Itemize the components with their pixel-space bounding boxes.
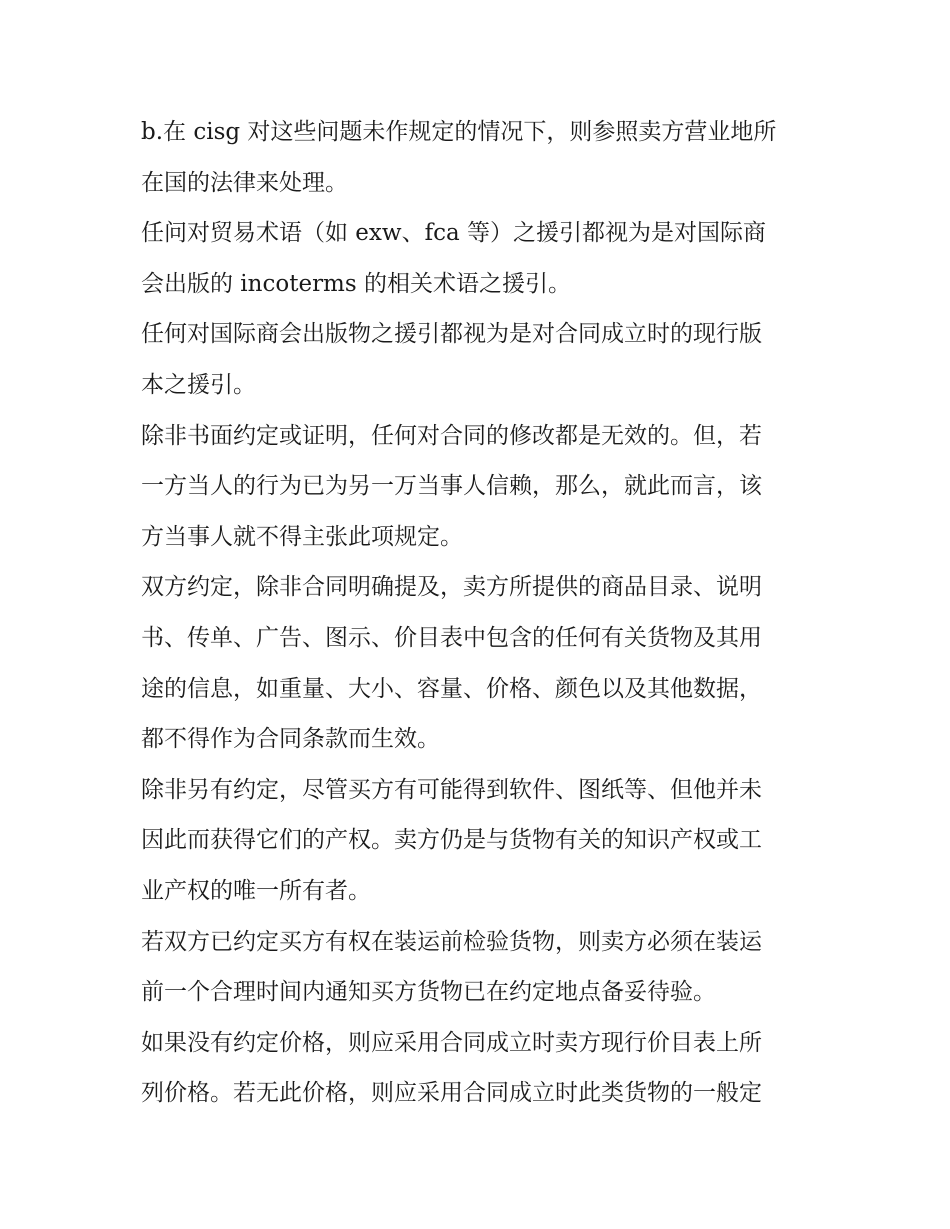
paragraph-modifications bbox=[141, 411, 821, 563]
text-line: 本之援引。 bbox=[141, 371, 256, 398]
text-line: 除非书面约定或证明，任何对合同的修改都是无效的。但，若 bbox=[141, 422, 762, 449]
text-line: 书、传单、广告、图示、价目表中包含的任何有关货物及其用 bbox=[141, 624, 762, 651]
paragraph-governing-law bbox=[141, 107, 821, 208]
text-line: 一方当人的行为已为另一万当事人信赖，那么，就此而言，该 bbox=[141, 473, 762, 500]
paragraph-price bbox=[141, 1018, 821, 1119]
text-line: 都不得作为合同条款而生效。 bbox=[141, 726, 440, 753]
text-line: 前一个合理时间内通知买方货物已在约定地点备妥待验。 bbox=[141, 979, 716, 1006]
document-body bbox=[141, 107, 821, 1119]
text-line: 因此而获得它们的产权。卖方仍是与货物有关的知识产权或工 bbox=[141, 827, 762, 854]
paragraph-product-information bbox=[141, 562, 821, 764]
text-line: 任何对国际商会出版物之援引都视为是对合同成立时的现行版 bbox=[141, 321, 762, 348]
paragraph-inspection bbox=[141, 917, 821, 1018]
paragraph-icc-publications bbox=[141, 309, 821, 410]
text-line: 双方约定，除非合同明确提及，卖方所提供的商品目录、说明 bbox=[141, 574, 762, 601]
text-line: 会出版的 incoterms 的相关术语之援引。 bbox=[141, 270, 571, 297]
text-line: 列价格。若无此价格，则应采用合同成立时此类货物的一般定 bbox=[141, 1080, 762, 1107]
text-line: 途的信息，如重量、大小、容量、价格、颜色以及其他数据， bbox=[141, 675, 762, 702]
text-line: 在国的法律来处理。 bbox=[141, 169, 348, 196]
paragraph-trade-terms bbox=[141, 208, 821, 309]
text-line: b.在 cisg 对这些问题未作规定的情况下，则参照卖方营业地所 bbox=[141, 119, 777, 145]
text-line: 方当事人就不得主张此项规定。 bbox=[141, 523, 463, 550]
text-line: 如果没有约定价格，则应采用合同成立时卖方现行价目表上所 bbox=[141, 1029, 762, 1056]
text-line: 除非另有约定，尽管买方有可能得到软件、图纸等、但他并未 bbox=[141, 776, 762, 803]
paragraph-intellectual-property bbox=[141, 765, 821, 917]
text-line: 业产权的唯一所有者。 bbox=[141, 877, 371, 904]
text-line: 任问对贸易术语（如 exw、fca 等）之援引都视为是对国际商 bbox=[141, 220, 766, 247]
text-line: 若双方已约定买方有权在装运前检验货物，则卖方必须在装运 bbox=[141, 928, 762, 955]
